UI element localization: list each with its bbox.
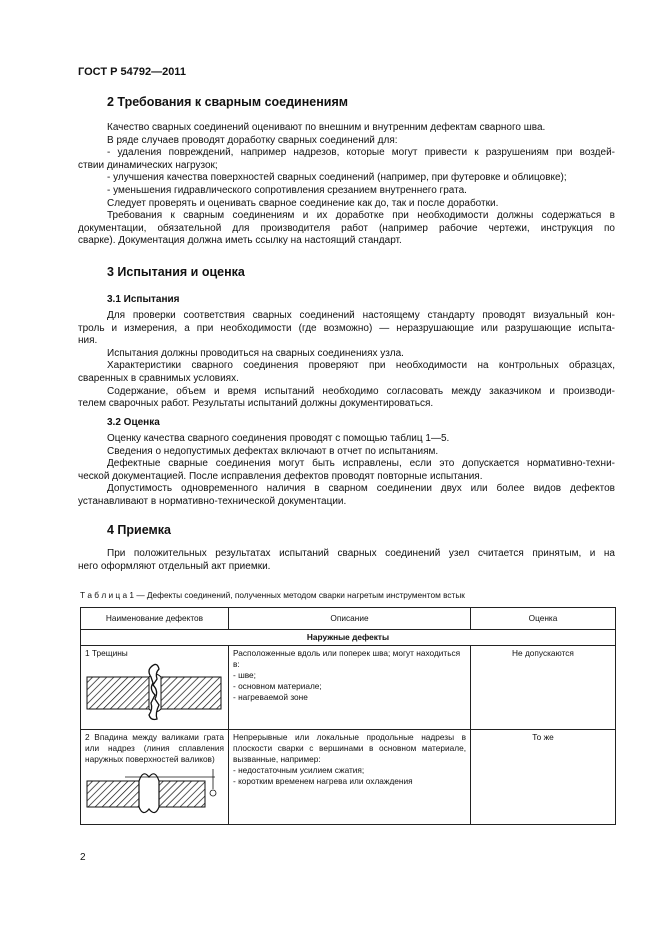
text-line: сваренных в сравнимых условиях.: [78, 373, 239, 384]
groove-notch-diagram: [85, 767, 223, 817]
table-row: [81, 646, 616, 730]
table-1: [80, 607, 616, 825]
text-line: Сведения о недопустимых дефектах включают в отчет по испытаниям.: [107, 445, 439, 457]
defect-rating: То же: [471, 730, 616, 825]
text-line: В ряде случаев проводят доработку сварных соединений для:: [107, 134, 398, 146]
text-line: ствии динамических нагрузок;: [78, 159, 218, 171]
document-id: ГОСТ Р 54792—2011: [78, 66, 186, 78]
text-line: Требования к сварным соединениям и их доработке при необходимости должны содержаться в: [107, 210, 615, 222]
text-line: Характеристики сварного соединения проверяют при необходимости на контрольных образцах,: [107, 360, 615, 372]
description-line: - недостаточным усилием сжатия;: [233, 765, 365, 775]
text-line: Содержание, объем и время испытаний необходимо согласовать между заказчиком и производи-: [107, 385, 615, 397]
text-line: телем сварочных работ. Результаты испытаний должны документироваться.: [78, 398, 434, 410]
section-4-title: 4 Приемка: [107, 523, 171, 537]
table-1-caption: Т а б л и ц а 1 — Дефекты соединений, полученных методом сварки нагретым инструментом встык: [80, 590, 465, 600]
table-header-rating: Оценка: [471, 608, 616, 630]
description-line: Непрерывные или локальные продольные надрезы в плоскости сварки с вершинами в основном материале, вызванные, например:: [233, 732, 466, 764]
defect-description-cell: [229, 646, 471, 730]
section-2-title: 2 Требования к сварным соединениям: [107, 95, 349, 109]
text-line: Оценку качества сварного соединения проводят с помощью таблиц 1—5.: [107, 433, 450, 444]
table-header-name: Наименование дефектов: [81, 608, 229, 630]
defect-description-cell: [229, 730, 471, 825]
text-line: Испытания должны проводиться на сварных соединениях узла.: [107, 347, 404, 359]
defect-name-cell: [81, 646, 229, 730]
description-line: - коротким временем нагрева или охлаждения: [233, 776, 413, 786]
text-line: При положительных результатах испытаний сварных соединений узел считается принятым, и на: [107, 548, 615, 559]
defect-name: 2 Впадина между валиками грата или надрез (линия сплавления наружных поверхностей валиков): [85, 732, 224, 764]
text-line: - улучшения качества поверхностей сварных соединений (например, при футеровке и облицовке);: [107, 172, 567, 184]
text-line: троль и измерения, а при необходимости (где возможно) — неразрушающие или разрушающие испыта-: [78, 322, 615, 334]
text-line: - уменьшения гидравлического сопротивления срезанием внутреннего грата.: [107, 185, 467, 196]
page-number: 2: [80, 852, 86, 863]
text-line: Допустимость одновременного наличия в сварном соединении двух или более видов дефектов: [107, 483, 615, 495]
table-row: [81, 730, 616, 825]
table-group-external-defects: Наружные дефекты: [81, 630, 616, 646]
description-line: - нагреваемой зоне: [233, 692, 308, 702]
text-line: Дефектные сварные соединения могут быть исправлены, если это допускается нормативно-техни-: [107, 458, 615, 470]
text-line: устанавливают в нормативно-технической документации.: [78, 496, 347, 507]
text-line: Для проверки соответствия сварных соединений настоящему стандарту проводят визуальный кон-: [107, 310, 615, 321]
text-line: ния.: [78, 335, 98, 347]
text-line: него оформляют отдельный акт приемки.: [78, 560, 271, 572]
text-line: Следует проверять и оценивать сварное соединение как до, так и после доработки.: [107, 197, 499, 209]
text-line: Качество сварных соединений оценивают по внешним и внутренним дефектам сварного шва.: [107, 122, 546, 133]
description-line: - шве;: [233, 670, 256, 680]
text-line: - удаления повреждений, например надрезов, которые могут привести к разрушениям при воздей-: [107, 147, 615, 159]
text-line: документации, обязательной для производителя работ (например рабочие чертежи, инструкция по: [78, 222, 615, 234]
defect-name: 1 Трещины: [85, 648, 128, 658]
defect-name-cell: [81, 730, 229, 825]
description-line: - основном материале;: [233, 681, 322, 691]
description-line: Расположенные вдоль или поперек шва; могут находиться в:: [233, 648, 461, 669]
subsection-3-2-title: 3.2 Оценка: [107, 417, 160, 428]
text-line: ческой документацией. После исправления дефектов проводят повторные испытания.: [78, 470, 483, 482]
defect-rating: Не допускаются: [471, 646, 616, 730]
section-3-title: 3 Испытания и оценка: [107, 265, 245, 279]
table-header-description: Описание: [229, 608, 471, 630]
text-line: сварке). Документация должна иметь ссылку на настоящий стандарт.: [78, 235, 402, 247]
crack-diagram: [85, 663, 223, 723]
subsection-3-1-title: 3.1 Испытания: [107, 294, 180, 305]
